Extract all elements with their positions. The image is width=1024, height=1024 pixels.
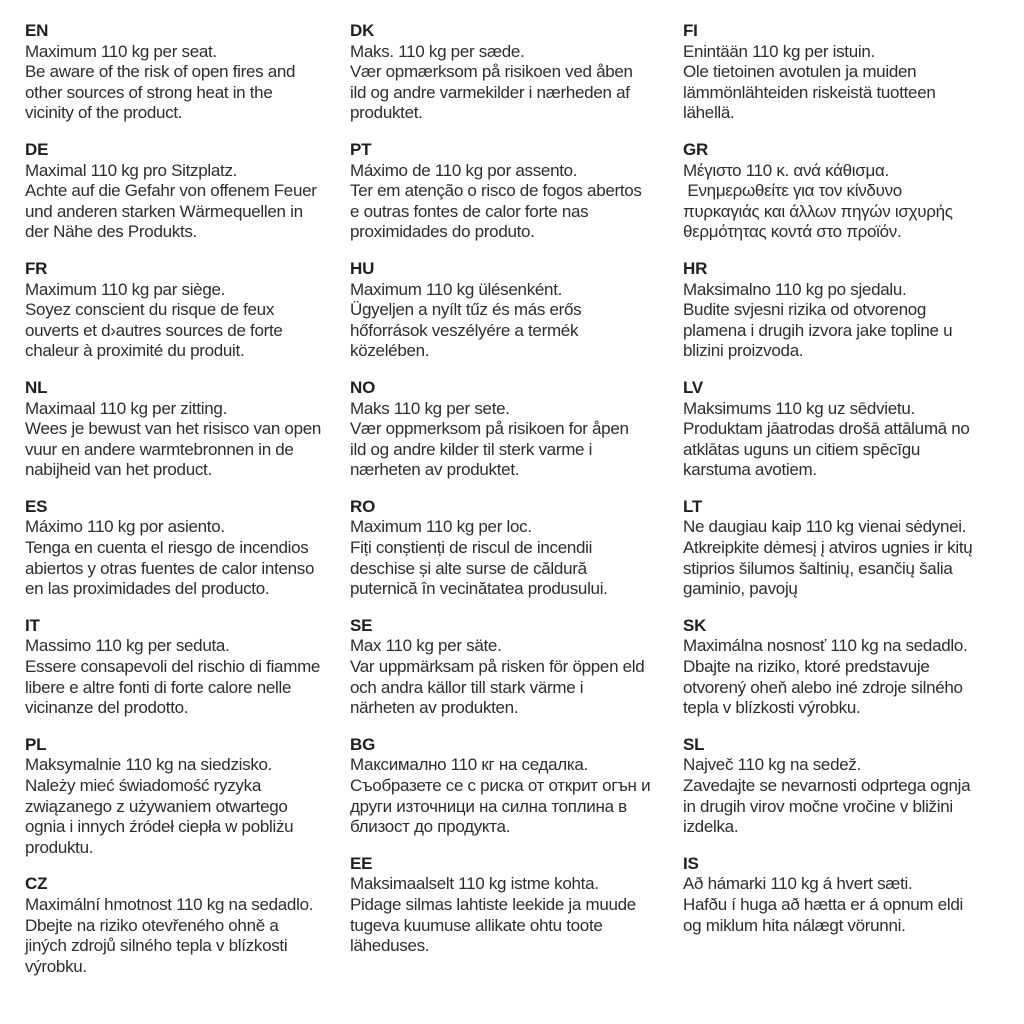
text-line: други източници на силна топлина в [350, 796, 627, 816]
text-line: otvorený oheň alebo iné zdroje silného [683, 677, 963, 697]
text-line: Achte auf die Gefahr von offenem Feuer [25, 181, 317, 201]
text-line: Hafðu í huga að hætta er á opnum eldi [683, 894, 963, 914]
text-line: Produktam jāatrodas drošā attālumā no [683, 419, 970, 439]
language-code: SK [683, 615, 707, 635]
language-block-pt [350, 140, 680, 243]
text-line: og miklum hita nálægt vörunni. [683, 915, 906, 935]
text-line: e outras fontes de calor forte nas [350, 201, 589, 221]
text-line: Maximal 110 kg pro Sitzplatz. [25, 160, 238, 180]
language-code: ES [25, 496, 48, 516]
text-line: Maks 110 kg per sete. [350, 398, 510, 418]
language-block-lt [683, 497, 1021, 600]
text-line: blizini proizvoda. [683, 341, 804, 361]
language-code: RO [350, 496, 376, 516]
language-block-es [25, 497, 347, 600]
text-line: Μέγιστο 110 κ. ανά κάθισμα. [683, 160, 889, 180]
text-line: chaleur à proximité du produit. [25, 341, 245, 361]
text-line: Maksimaalselt 110 kg istme kohta. [350, 874, 599, 894]
text-line: πυρκαγιάς και άλλων πηγών ισχυρής [683, 201, 953, 221]
text-line: izdelka. [683, 817, 739, 837]
text-line: Máximo de 110 kg por assento. [350, 160, 578, 180]
text-line: Enintään 110 kg per istuin. [683, 41, 875, 61]
text-line: och andra källor till stark värme i [350, 677, 584, 697]
language-code: FI [683, 21, 698, 40]
text-line: other sources of strong heat in the [25, 82, 273, 102]
text-line: deschise și alte surse de căldură [350, 558, 587, 578]
language-code: IS [683, 853, 699, 873]
text-line: abiertos y otras fuentes de calor intenso [25, 558, 315, 578]
text-line: en las proximidades del producto. [25, 579, 270, 599]
text-line: Að hámarki 110 kg á hvert sæti. [683, 874, 913, 894]
text-line: ognia i innych źródeł ciepła w pobliżu [25, 817, 294, 837]
language-block-gr [683, 140, 1021, 243]
language-code: DK [350, 21, 375, 40]
text-line: Maximum 110 kg par siège. [25, 279, 226, 299]
text-line: proximidades do produto. [350, 222, 535, 242]
text-line: Wees je bewust van het risisco van open [25, 419, 322, 439]
text-line: Massimo 110 kg per seduta. [25, 636, 230, 656]
text-line: stiprios šilumos šaltinių, esančių šalia [683, 558, 953, 578]
text-line: läheduses. [350, 936, 430, 956]
text-line: der Nähe des Produkts. [25, 222, 197, 242]
text-line: Zavedajte se nevarnosti odprtega ognja [683, 776, 971, 795]
text-line: Soyez conscient du risque de feux [25, 300, 275, 320]
column-right [683, 21, 1021, 952]
text-line: Var uppmärksam på risken för öppen eld [350, 657, 645, 677]
text-line: związanego z używaniem otwartego [25, 796, 288, 816]
language-block-no [350, 378, 680, 481]
language-code: LV [683, 377, 704, 397]
text-line: výrobku. [25, 956, 87, 976]
language-block-ee [350, 854, 680, 957]
language-code: LT [683, 496, 703, 516]
text-line: Ενημερωθείτε για τον κίνδυνο [683, 181, 902, 201]
text-line: lämmönlähteiden riskeistä tuotteen [683, 82, 936, 102]
text-line: Maximaal 110 kg per zitting. [25, 398, 227, 418]
language-block-hr [683, 259, 1021, 362]
text-line: karstuma avotiem. [683, 460, 817, 480]
text-line: Fiți conștienți de riscul de incendii [350, 538, 593, 558]
text-line: Maks. 110 kg per sæde. [350, 41, 525, 61]
language-block-sk [683, 616, 1021, 719]
text-line: lähellä. [683, 103, 735, 123]
language-code: EN [25, 21, 49, 40]
text-line: közelében. [350, 341, 430, 361]
text-line: Be aware of the risk of open fires and [25, 62, 296, 82]
text-line: Ole tietoinen avotulen ja muiden [683, 62, 917, 82]
text-line: nærheten av produktet. [350, 460, 520, 480]
language-block-it [25, 616, 347, 719]
text-line: Należy mieć świadomość ryzyka [25, 776, 261, 795]
text-line: närheten av produkten. [350, 698, 519, 718]
text-line: produktu. [25, 837, 94, 857]
text-line: produktet. [350, 103, 423, 123]
text-line: plamena i drugih izvora jake topline u [683, 320, 953, 340]
text-line: Dbejte na riziko otevřeného ohně a [25, 915, 279, 935]
text-line: gaminio, pavojų [683, 579, 798, 599]
text-line: vicinity of the product. [25, 103, 183, 123]
language-block-cz [25, 874, 347, 977]
text-line: Pidage silmas lahtiste leekide ja muude [350, 894, 636, 914]
text-line: Vær oppmerksom på risikoen for åpen [350, 419, 629, 439]
text-line: Essere consapevoli del rischio di fiamme [25, 657, 321, 677]
column-left [25, 21, 347, 993]
text-line: Atkreipkite dėmesį į atviros ugnies ir kitų [683, 538, 973, 558]
text-line: Maximum 110 kg per seat. [25, 41, 217, 61]
text-line: Dbajte na riziko, ktoré predstavuje [683, 657, 930, 677]
language-block-bg [350, 735, 680, 838]
text-line: nabijheid van het product. [25, 460, 212, 480]
text-line: vicinanze del prodotto. [25, 698, 189, 718]
language-code: NL [25, 377, 48, 397]
text-line: Max 110 kg per säte. [350, 636, 502, 656]
text-line: Maksimalno 110 kg po sjedalu. [683, 279, 907, 299]
language-code: DE [25, 139, 49, 159]
language-code: SE [350, 615, 373, 635]
text-line: jiných zdrojů silného tepla v blízkosti [25, 936, 288, 956]
text-line: atklātas uguns un citiem spēcīgu [683, 439, 921, 459]
text-line: Maksimums 110 kg uz sēdvietu. [683, 398, 915, 418]
text-line: Tenga en cuenta el riesgo de incendios [25, 538, 309, 558]
language-code: HR [683, 258, 708, 278]
language-block-fi [683, 21, 1021, 124]
language-block-pl [25, 735, 347, 859]
text-line: ouverts et d›autres sources de forte [25, 320, 283, 340]
text-line: ild og andre kilder til sterk varme i [350, 439, 593, 459]
text-line: Maximum 110 kg per loc. [350, 517, 532, 537]
language-code: SL [683, 734, 705, 754]
text-line: Vær opmærksom på risikoen ved åben [350, 62, 633, 82]
text-line: ild og andre varmekilder i nærheden af [350, 82, 630, 102]
language-code: NO [350, 377, 376, 397]
text-line: Максимално 110 кг на седалка. [350, 755, 588, 775]
language-block-ro [350, 497, 680, 600]
language-code: GR [683, 139, 709, 159]
language-code: IT [25, 615, 40, 635]
language-block-se [350, 616, 680, 719]
text-line: Съобразете се с риска от открит огън и [350, 776, 651, 795]
language-code: FR [25, 258, 48, 278]
language-code: CZ [25, 874, 48, 894]
text-line: Ter em atenção o risco de fogos abertos [350, 181, 642, 201]
language-block-en [25, 21, 347, 124]
language-block-lv [683, 378, 1021, 481]
text-line: Maximum 110 kg ülésenként. [350, 279, 563, 299]
language-block-hu [350, 259, 680, 362]
text-line: θερμότητας κοντά στο προϊόν. [683, 222, 902, 242]
language-code: EE [350, 853, 373, 873]
text-line: tepla v blízkosti výrobku. [683, 698, 861, 718]
text-line: Maximální hmotnost 110 kg na sedadlo. [25, 894, 314, 914]
language-code: HU [350, 258, 375, 278]
text-line: близост до продукта. [350, 817, 511, 837]
text-line: tugeva kuumuse allikate ohtu toote [350, 915, 603, 935]
language-block-de [25, 140, 347, 243]
text-line: libere e altre fonti di forte calore nelle [25, 677, 292, 697]
language-block-dk [350, 21, 680, 124]
language-code: PT [350, 139, 372, 159]
text-line: puternică în vecinătatea produsului. [350, 579, 608, 599]
column-middle [350, 21, 680, 973]
text-line: Budite svjesni rizika od otvorenog [683, 300, 927, 320]
language-block-is [683, 854, 1021, 936]
language-block-fr [25, 259, 347, 362]
text-line: Ne daugiau kaip 110 kg vienai sėdynei. [683, 517, 967, 537]
text-line: vuur en andere warmtebronnen in de [25, 439, 294, 459]
text-line: Največ 110 kg na sedež. [683, 755, 862, 775]
text-line: hőforrások veszélyére a termék [350, 320, 579, 340]
text-line: Máximo 110 kg por asiento. [25, 517, 225, 537]
language-block-nl [25, 378, 347, 481]
text-line: und anderen starken Wärmequellen in [25, 201, 303, 221]
text-line: Maximálna nosnosť 110 kg na sedadlo. [683, 636, 968, 656]
language-code: BG [350, 734, 376, 754]
language-code: PL [25, 734, 47, 754]
text-line: Ügyeljen a nyílt tűz és más erős [350, 300, 582, 320]
language-block-sl [683, 735, 1021, 838]
text-line: Maksymalnie 110 kg na siedzisko. [25, 755, 273, 775]
text-line: in drugih virov močne vročine v bližini [683, 796, 953, 816]
